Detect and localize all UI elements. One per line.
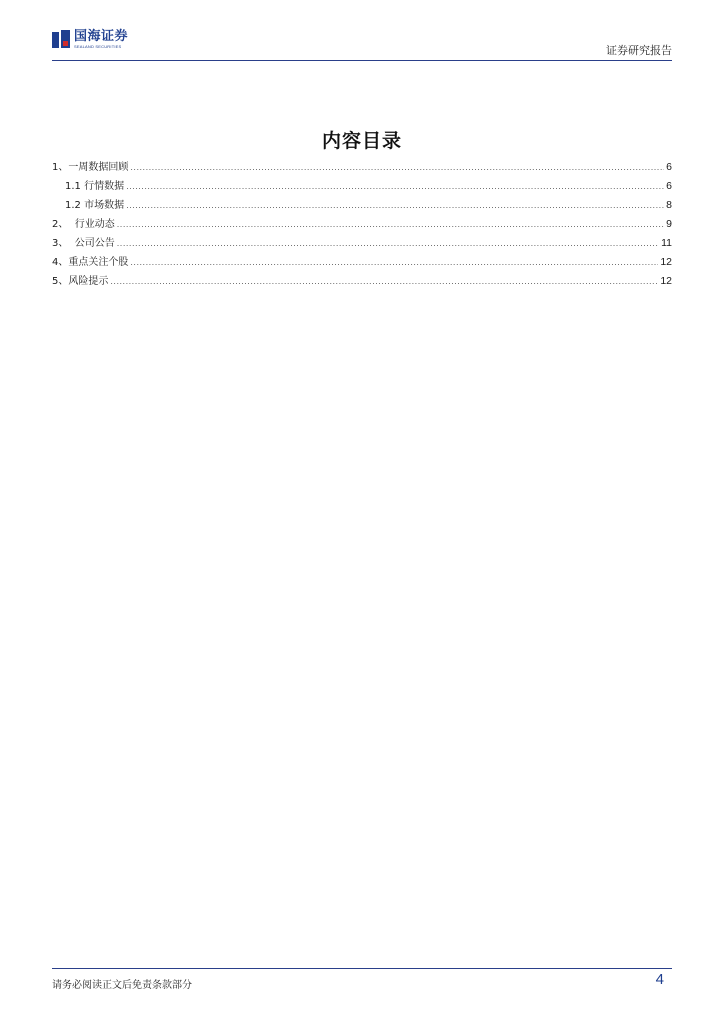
toc-entry-label: 1.2 市场数据 [65,200,125,211]
toc-entry-label: 1、一周数据回顾 [52,162,129,173]
toc-entry-1-1[interactable] [52,177,672,196]
toc-entry-label: 2、 行业动态 [52,219,115,230]
toc-entry-page: 11 [661,237,672,249]
logo-chinese-name: 国海证券 [74,29,129,44]
toc-entry-1-2[interactable] [52,196,672,215]
toc-entry-5[interactable] [52,272,672,291]
toc-leader-dots [126,177,664,196]
sealand-logo-icon [52,30,70,50]
toc-leader-dots [126,196,664,215]
footer-divider [52,968,672,969]
toc-title: 内容目录 [321,130,402,152]
toc-leader-dots [110,272,658,291]
toc-entry-4[interactable] [52,253,672,272]
toc-entry-page: 8 [666,199,672,211]
toc-entry-page: 12 [660,256,672,268]
company-logo [52,30,128,50]
toc-entry-label: 1.1 行情数据 [65,181,125,192]
toc-leader-dots [130,253,658,272]
footer-disclaimer: 请务必阅读正文后免责条款部分 [52,980,192,991]
toc-entry-page: 9 [666,218,672,230]
toc-entry-page: 6 [666,180,672,192]
header-divider [52,60,672,61]
page-header [52,30,672,60]
toc-entry-page: 12 [660,275,672,287]
page-number: 4 [655,971,664,988]
toc-leader-dots [130,158,664,177]
toc-entry-label: 3、 公司公告 [52,238,115,249]
toc-entry-3[interactable] [52,234,672,253]
table-of-contents [52,158,672,291]
toc-entry-1[interactable] [52,158,672,177]
toc-entry-page: 6 [666,161,672,173]
toc-entry-label: 5、风险提示 [52,276,109,287]
toc-entry-label: 4、重点关注个股 [52,257,129,268]
logo-english-name: SEALAND SECURITIES [74,44,122,49]
toc-leader-dots [117,234,659,253]
report-type-label: 证券研究报告 [606,44,672,57]
toc-entry-2[interactable] [52,215,672,234]
toc-leader-dots [117,215,664,234]
